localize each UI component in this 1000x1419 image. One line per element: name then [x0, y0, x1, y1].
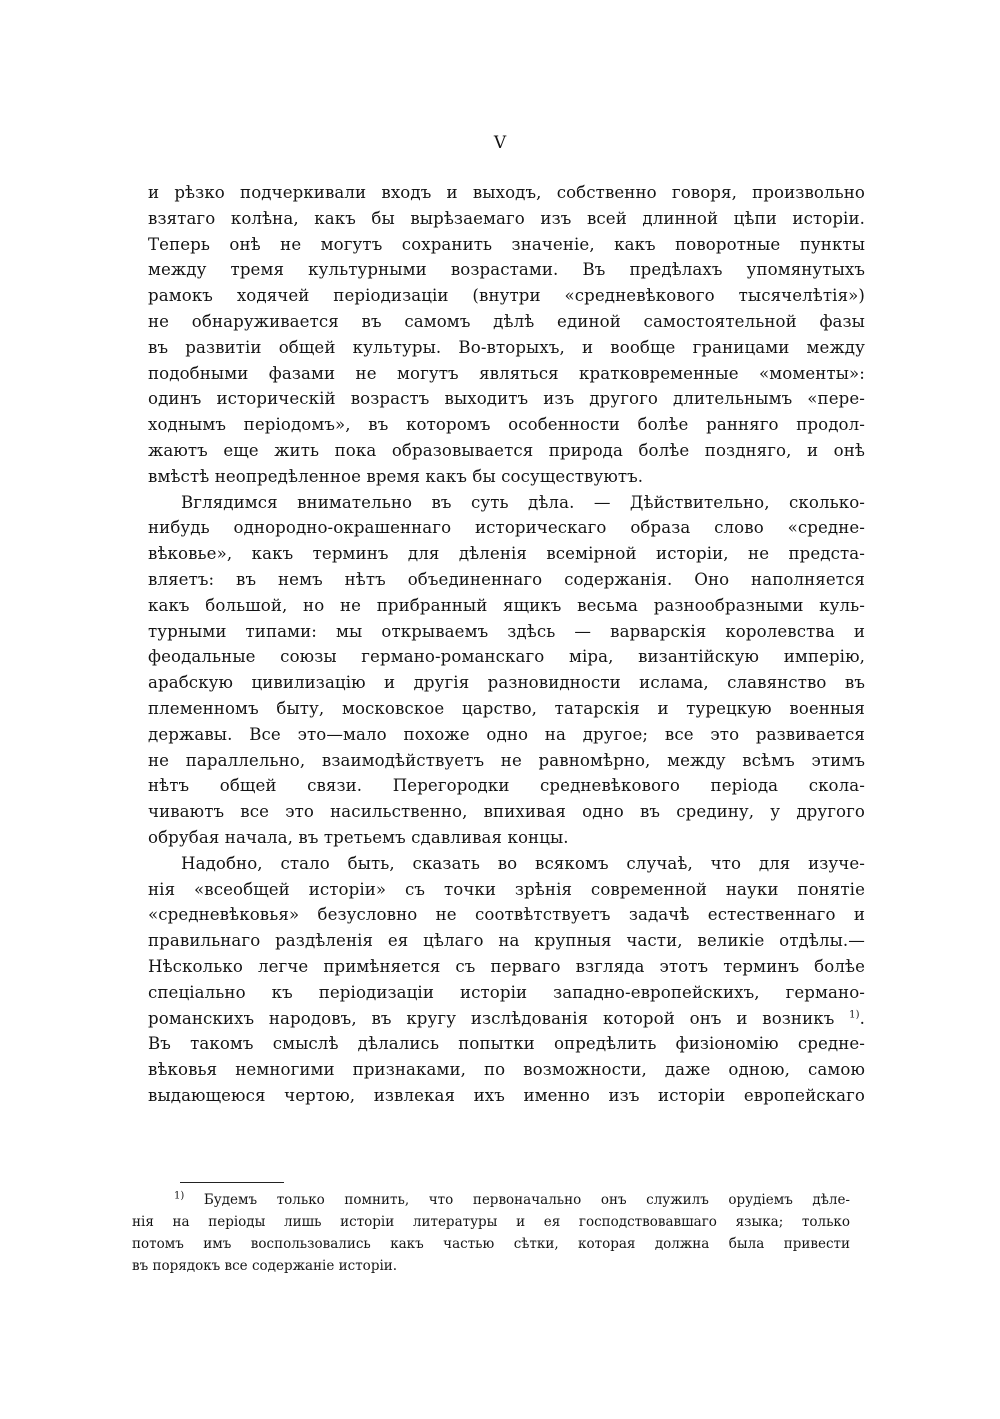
text-line: вляетъ: въ немъ нѣтъ объединеннаго содержанія. Оно наполняется [148, 569, 865, 589]
text-line: обрубая начала, въ третьемъ сдавливая концы. [148, 827, 569, 847]
footnote [132, 1189, 850, 1277]
footnote-divider [180, 1182, 284, 1183]
footnote-line: въ порядокъ все содержаніе исторіи. [132, 1258, 398, 1274]
text-line: одинъ историческій возрастъ выходитъ изъ другого длительнымъ «пере- [148, 389, 865, 409]
text-line: нія «всеобщей исторіи» съ точки зрѣнія современной науки понятіе [148, 879, 865, 899]
text-line: вѣковье», какъ терминъ для дѣленія всемірной исторіи, не предста- [148, 544, 865, 564]
text-line: нѣтъ общей связи. Перегородки средневѣкового періода скола- [148, 776, 865, 796]
paragraph-2 [148, 490, 865, 851]
text-line: какъ большой, но не прибранный ящикъ весьма разнообразными куль- [148, 595, 865, 615]
footnote-line-text: Будемъ только помнить, что первоначально онъ служилъ орудіемъ дѣле- [203, 1192, 850, 1208]
text-line: Вглядимся внимательно въ суть дѣла. — Дѣйствительно, сколько- [181, 492, 865, 512]
text-line: Въ такомъ смыслѣ дѣлались попытки опредѣлить физіономію средне- [148, 1034, 865, 1054]
text-line: Теперь онѣ не могутъ сохранить значеніе, какъ поворотные пункты [148, 234, 865, 254]
text-line: вѣковья немногими признаками, по возможности, даже одною, самою [148, 1060, 865, 1080]
text-line: ходнымъ періодомъ», въ которомъ особенности болѣе ранняго продол- [148, 415, 865, 435]
text-line: Надобно, стало быть, сказать во всякомъ случаѣ, что для изуче- [181, 853, 865, 873]
text-line: Нѣсколько легче примѣняется съ перваго взгляда этотъ терминъ болѣе [148, 956, 865, 976]
footnote-marker: 1) [174, 1190, 185, 1202]
text-line: державы. Все это—мало похоже одно на другое; все это развивается [148, 724, 865, 744]
text-line: феодальные союзы германо-романскаго міра, византійскую имперію, [148, 647, 865, 667]
footnote-reference[interactable]: 1) [849, 1008, 860, 1020]
text-line: турными типами: мы открываемъ здѣсь — варварскія королевства и [148, 621, 865, 641]
footnote-line: нія на періоды лишь исторіи литературы и ея господствовавшаго языка; только [132, 1214, 850, 1230]
text-line: подобными фазами не могутъ являться кратковременные «моменты»: [148, 363, 865, 383]
text-line: между тремя культурными возрастами. Въ предѣлахъ упомянутыхъ [148, 260, 865, 280]
text-line: спеціально къ періодизаціи исторіи западно-европейскихъ, германо- [148, 982, 865, 1002]
text-line: арабскую цивилизацію и другія разновидности ислама, славянство въ [148, 673, 865, 693]
text-line: вмѣстѣ неопредѣленное время какъ бы сосуществуютъ. [148, 466, 644, 486]
text-line: въ развитіи общей культуры. Во-вторыхъ, и вообще границами между [148, 337, 865, 357]
paragraph-3 [148, 851, 865, 1109]
text-line-with-footnote-ref: романскихъ народовъ, въ кругу изслѣдованія которой онъ и возникъ $^{1)}$. [148, 1008, 865, 1028]
footnote-line: потомъ имъ воспользовались какъ частью сѣтки, которая должна была привести [132, 1236, 850, 1252]
main-text [148, 180, 865, 1109]
footnote-line [132, 1189, 850, 1211]
page-number: V [493, 133, 507, 153]
text-line: взятаго колѣна, какъ бы вырѣзаемаго изъ всей длинной цѣпи исторіи. [148, 208, 865, 228]
text-line: чиваютъ все это насильственно, впихивая одно въ средину, у другого [148, 802, 865, 822]
text-line: не параллельно, взаимодѣйствуетъ не равномѣрно, между всѣмъ этимъ [148, 750, 865, 770]
text-line: племенномъ быту, московское царство, татарскія и турецкую военныя [148, 698, 865, 718]
text-line: не обнаруживается въ самомъ дѣлѣ единой самостоятельной фазы [148, 311, 865, 331]
text-line: «средневѣковья» безусловно не соотвѣтствуетъ задачѣ естественнаго и [148, 905, 865, 925]
text-line: выдающеюся чертою, извлекая ихъ именно изъ исторіи европейскаго [148, 1085, 865, 1105]
text-line: и рѣзко подчеркивали входъ и выходъ, собственно говоря, произвольно [148, 183, 865, 202]
text-line: правильнаго раздѣленія ея цѣлаго на крупныя части, великіе отдѣлы.— [148, 931, 865, 951]
text-line-content: романскихъ народовъ, въ кругу изслѣдованія которой онъ и возникъ [148, 1008, 835, 1028]
text-line: жаютъ еще жить пока образовывается природа болѣе поздняго, и онѣ [148, 440, 865, 460]
text-line: нибудь однородно-окрашеннаго историческаго образа слово «средне- [148, 518, 865, 538]
text-line: рамокъ ходячей періодизаціи (внутри «средневѣкового тысячелѣтія») [148, 286, 865, 306]
paragraph-1 [148, 180, 865, 490]
